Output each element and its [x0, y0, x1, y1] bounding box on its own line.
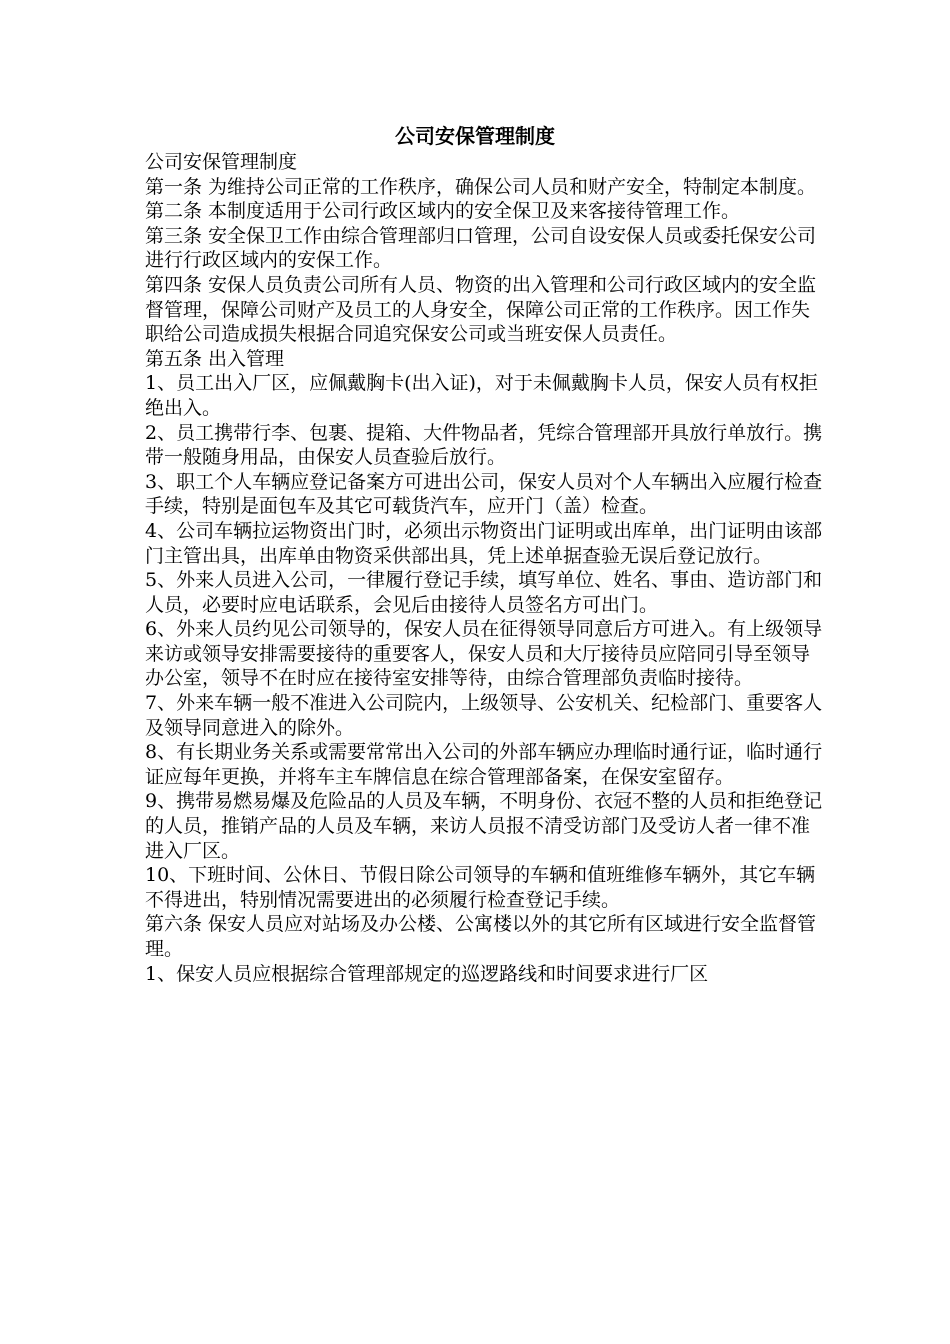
- document-body: [145, 150, 825, 986]
- paragraph-article-1: 第一条 为维持公司正常的工作秩序，确保公司人员和财产安全，特制定本制度。: [145, 175, 817, 198]
- paragraph-item-4: 4、公司车辆拉运物资出门时，必须出示物资出门证明或出库单，出门证明由该部门主管出具，出库单由物资采供部出具，凭上述单据查验无误后登记放行。: [145, 519, 823, 567]
- paragraph-article-2: 第二条 本制度适用于公司行政区域内的安全保卫及来客接待管理工作。: [145, 200, 741, 223]
- paragraph-article-5: 第五条 出入管理: [145, 347, 285, 370]
- paragraph-item-2: 2、员工携带行李、包裹、提箱、大件物品者，凭综合管理部开具放行单放行。携带一般随身用品，由保安人员查验后放行。: [145, 421, 823, 469]
- paragraph-subtitle: 公司安保管理制度: [145, 151, 298, 173]
- paragraph-article-6: 第六条 保安人员应对站场及办公楼、公寓楼以外的其它所有区域进行安全监督管理。: [145, 913, 817, 960]
- document-title: 公司安保管理制度: [395, 124, 555, 148]
- paragraph-article-6-item-1: 1、保安人员应根据综合管理部规定的巡逻路线和时间要求进行厂区: [145, 962, 709, 985]
- paragraph-item-10: 10、下班时间、公休日、节假日除公司领导的车辆和值班维修车辆外，其它车辆不得进出，特别情况需要进出的必须履行检查登记手续。: [145, 864, 816, 911]
- paragraph-item-3: 3、职工个人车辆应登记备案方可进出公司，保安人员对个人车辆出入应履行检查手续，特别是面包车及其它可载货汽车，应开门（盖）检查。: [145, 470, 823, 518]
- paragraph-item-1: 1、员工出入厂区，应佩戴胸卡(出入证)，对于未佩戴胸卡人员，保安人员有权拒绝出入。: [145, 372, 818, 419]
- paragraph-article-3: 第三条 安全保卫工作由综合管理部归口管理，公司自设安保人员或委托保安公司进行行政区域内的安保工作。: [145, 224, 817, 272]
- paragraph-article-4: 第四条 安保人员负责公司所有人员、物资的出入管理和公司行政区域内的安全监督管理，保障公司财产及员工的人身安全，保障公司正常的工作秩序。因工作失职给公司造成损失根据合同追究保安公司或当班安保人员责任。: [145, 273, 817, 346]
- paragraph-item-5: 5、外来人员进入公司，一律履行登记手续，填写单位、姓名、事由、造访部门和人员，必要时应电话联系，会见后由接待人员签名方可出门。: [145, 569, 823, 616]
- paragraph-item-8: 8、有长期业务关系或需要常常出入公司的外部车辆应办理临时通行证，临时通行证应每年更换，并将车主车牌信息在综合管理部备案，在保安室留存。: [145, 741, 823, 788]
- paragraph-item-9: 9、携带易燃易爆及危险品的人员及车辆，不明身份、衣冠不整的人员和拒绝登记的人员，推销产品的人员及车辆，来访人员报不清受访部门及受访人者一律不准进入厂区。: [145, 790, 823, 862]
- paragraph-item-6: 6、外来人员约见公司领导的，保安人员在征得领导同意后方可进入。有上级领导来访或领导安排需要接待的重要客人，保安人员和大厅接待员应陪同引导至领导办公室，领导不在时应在接待室安排等待，由综合管理部负责临时接待。: [145, 618, 823, 690]
- paragraph-item-7: 7、外来车辆一般不准进入公司院内，上级领导、公安机关、纪检部门、重要客人及领导同意进入的除外。: [145, 692, 823, 739]
